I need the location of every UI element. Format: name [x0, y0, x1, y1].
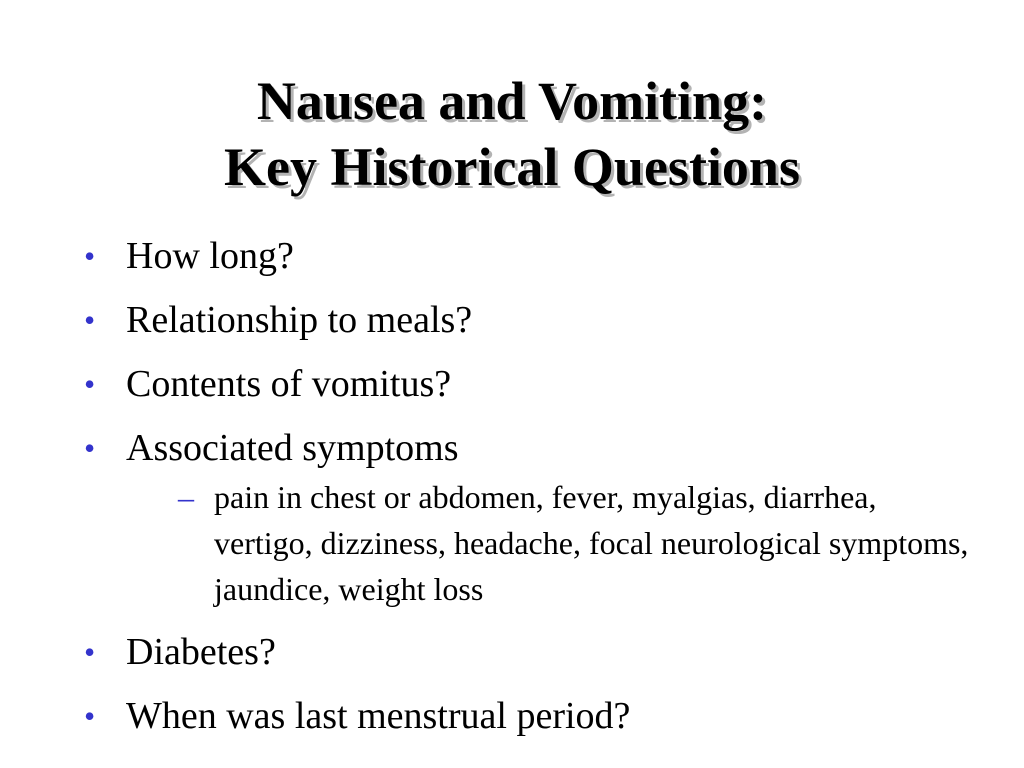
bullet-dot-icon: • [84, 366, 96, 402]
bullet-dot-icon: • [84, 430, 96, 466]
bullet-item [84, 424, 984, 612]
bullet-item [84, 360, 984, 408]
bullet-dot-icon: • [84, 698, 96, 734]
bullet-item [84, 296, 984, 344]
sub-bullet-item [126, 474, 974, 612]
bullet-dot-icon: • [84, 238, 96, 274]
bullet-text: Contents of vomitus? [126, 363, 452, 405]
bullet-text: Diabetes? [126, 631, 276, 673]
bullet-text: How long? [126, 235, 294, 277]
sub-bullet-list [126, 474, 984, 612]
bullet-item [84, 232, 984, 280]
bullet-list [84, 232, 984, 756]
bullet-item [84, 692, 984, 740]
bullet-dot-icon: • [84, 302, 96, 338]
bullet-text: Associated symptoms [126, 427, 459, 469]
bullet-dot-icon: • [84, 634, 96, 670]
dash-icon: – [178, 479, 194, 515]
bullet-text: Relationship to meals? [126, 299, 473, 341]
sub-bullet-text: pain in chest or abdomen, fever, myalgias, diarrhea, vertigo, dizziness, headache, focal neurological symptoms, jaundice, weight loss [214, 479, 969, 607]
bullet-item [84, 628, 984, 676]
title-line-2: Key Historical Questions [224, 137, 800, 197]
title-line-1: Nausea and Vomiting: [256, 71, 768, 131]
bullet-text: When was last menstrual period? [126, 695, 631, 737]
slide-title [0, 68, 1024, 200]
